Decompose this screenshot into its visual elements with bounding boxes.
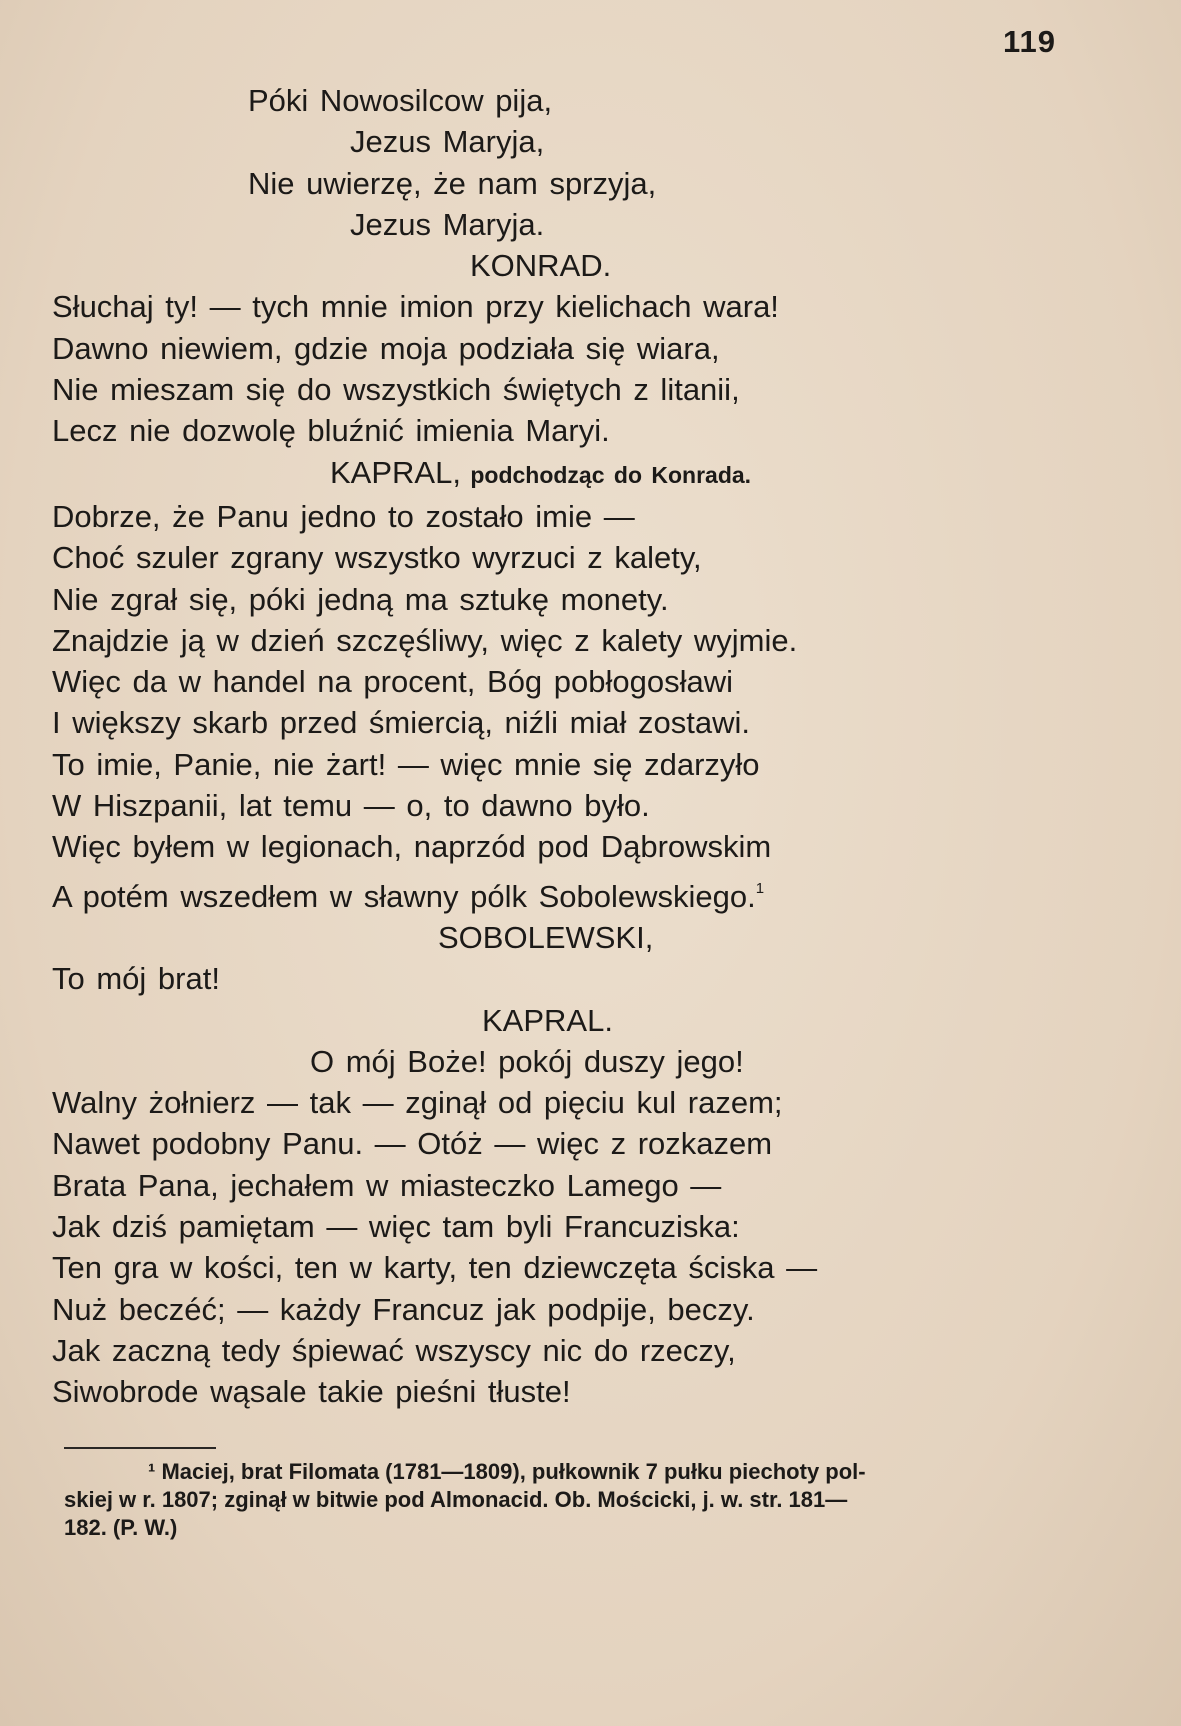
line-text: Nuż beczéć; — każdy Francuz jak podpije, beczy. (52, 1291, 755, 1327)
verse-line (52, 328, 1092, 369)
verse-line (52, 1165, 1092, 1206)
speaker-name (52, 245, 1092, 286)
footnote-marker: 1 (755, 879, 765, 897)
stage-direction: podchodząc do Konrada. (460, 461, 752, 488)
line-text: SOBOLEWSKI, (438, 919, 654, 955)
verse-line (52, 1330, 1092, 1371)
line-text: KAPRAL. (482, 1002, 613, 1038)
line-text: Brata Pana, jechałem w miasteczko Lamego — (52, 1167, 722, 1203)
footnote-line: skiej w r. 1807; zginął w bitwie pod Almonacid. Ob. Mościcki, j. w. str. 181— (64, 1487, 848, 1512)
line-text: To imie, Panie, nie żart! — więc mnie się zdarzyło (52, 746, 760, 782)
verse-line (52, 537, 1092, 578)
line-text: Więc byłem w legionach, naprzód pod Dąbrowskim (52, 829, 772, 865)
verse-line (52, 369, 1092, 410)
line-text: Dawno niewiem, gdzie moja podziała się wiara, (52, 330, 720, 366)
verse-line (52, 868, 1092, 917)
line-text: Nie mieszam się do wszystkich świętych z litanii, (52, 372, 740, 408)
verse-line (52, 661, 1092, 702)
verse-line (52, 80, 1092, 121)
line-text: Nawet podobny Panu. — Otóż — więc z rozkazem (52, 1126, 773, 1162)
line-text: Nie uwierzę, że nam sprzyja, (248, 165, 657, 201)
verse-line (52, 1247, 1092, 1288)
verse-line (52, 1289, 1092, 1330)
verse-line (52, 286, 1092, 327)
line-text: Choć szuler zgrany wszystko wyrzuci z kalety, (52, 540, 702, 576)
line-text: Więc da w handel na procent, Bóg pobłogosławi (52, 664, 734, 700)
line-text: KAPRAL, (330, 454, 461, 490)
line-text: KONRAD. (470, 248, 612, 284)
verse-line (52, 163, 1092, 204)
line-text: Jezus Maryja, (350, 124, 545, 160)
footnote-rule (64, 1447, 216, 1449)
verse-line (52, 1371, 1092, 1412)
footnote-line: 182. (P. W.) (64, 1515, 178, 1540)
speaker-name (52, 452, 1092, 496)
line-text: I większy skarb przed śmiercią, niźli miał zostawi. (52, 705, 751, 741)
verse-line (52, 1123, 1092, 1164)
line-text: Walny żołnierz — tak — zginął od pięciu kul razem; (52, 1085, 783, 1121)
line-text: Póki Nowosilcow pija, (248, 83, 553, 118)
verse-line (52, 1041, 1092, 1082)
verse-line (52, 579, 1092, 620)
line-text: Jak zaczną tedy śpiewać wszyscy nic do rzeczy, (52, 1332, 736, 1368)
verse-line (52, 1206, 1092, 1247)
line-text: To mój brat! (52, 961, 220, 997)
verse-line (52, 958, 1092, 999)
line-text: Jak dziś pamiętam — więc tam byli Francuziska: (52, 1209, 740, 1245)
verse-line (52, 620, 1092, 661)
footnote (64, 1458, 1084, 1542)
line-text: Siwobrode wąsale takie pieśni tłuste! (52, 1374, 571, 1410)
verse-line (52, 826, 1092, 867)
verse-line (52, 121, 1092, 162)
footnote-line: ¹ Maciej, brat Filomata (1781—1809), pułkownik 7 pułku piechoty pol- (148, 1459, 866, 1484)
line-text: A potém wszedłem w sławny pólk Sobolewskiego. (52, 878, 756, 914)
line-text: Lecz nie dozwolę bluźnić imienia Maryi. (52, 413, 610, 449)
verse-line (52, 1082, 1092, 1123)
verse-line (52, 204, 1092, 245)
poem-text (52, 80, 1092, 1413)
line-text: Jezus Maryja. (350, 206, 545, 242)
page-number: 119 (1003, 24, 1057, 59)
verse-line (52, 496, 1092, 537)
verse-line (52, 702, 1092, 743)
verse-line (52, 785, 1092, 826)
line-text: Słuchaj ty! — tych mnie imion przy kielichach wara! (52, 289, 779, 325)
line-text: Ten gra w kości, ten w karty, ten dziewczęta ściska — (52, 1250, 818, 1286)
speaker-name (52, 1000, 1092, 1041)
verse-line (52, 410, 1092, 451)
speaker-name (52, 917, 1092, 958)
line-text: W Hiszpanii, lat temu — o, to dawno było. (52, 788, 650, 824)
line-text: Nie zgrał się, póki jedną ma sztukę monety. (52, 581, 669, 617)
verse-line (52, 744, 1092, 785)
line-text: O mój Boże! pokój duszy jego! (310, 1043, 744, 1079)
line-text: Znajdzie ją w dzień szczęśliwy, więc z kalety wyjmie. (52, 622, 798, 658)
line-text: Dobrze, że Panu jedno to zostało imie — (52, 498, 635, 534)
